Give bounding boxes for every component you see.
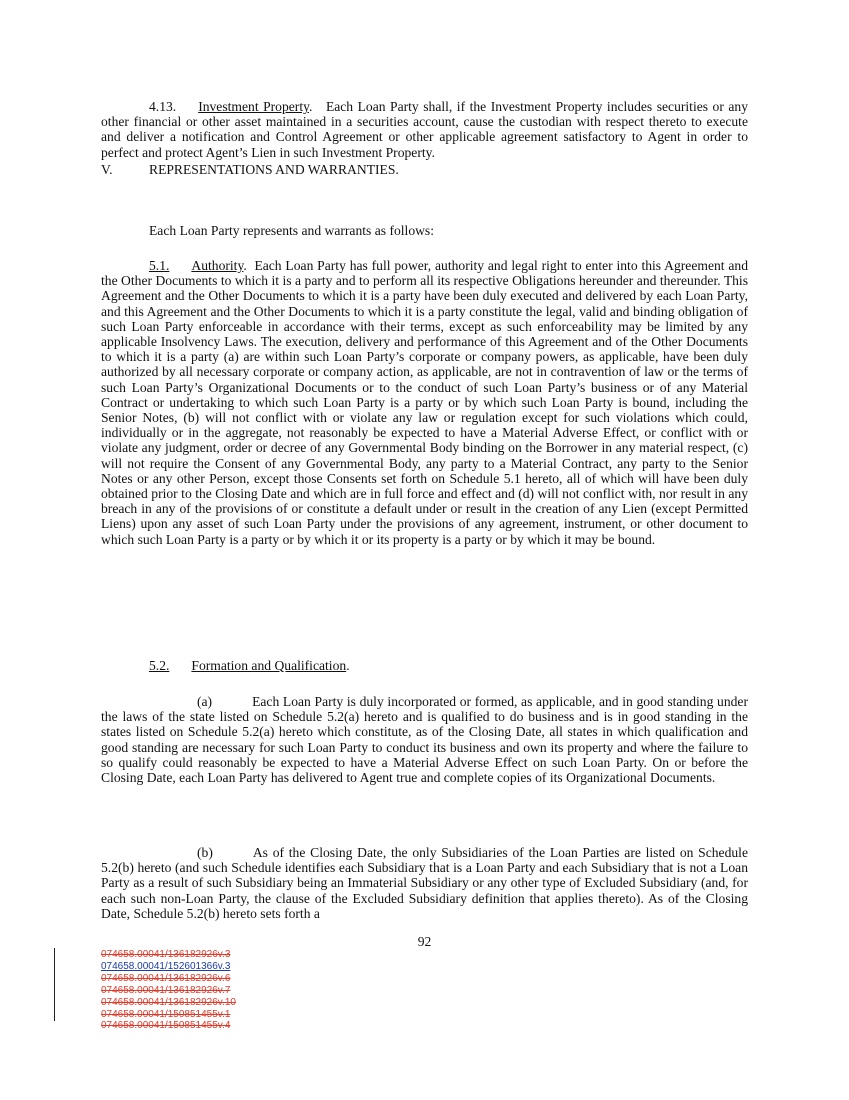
section-4-13-text: Each Loan Party shall, if the Investment Property includes securities or any other financial or other asset maintained in a securities account, cause the custodian with respect thereto to execute and deliver a notification and Control Agreement or other applicable agreement satisfactory to Agent in order to perfect and protect Agent’s Lien in such Investment Property. bbox=[101, 99, 749, 160]
page-number: 92 bbox=[417, 934, 432, 949]
doc-id-struck: 074658.00041/136182926v.3 bbox=[101, 949, 231, 960]
section-5-2-a-label: (a) bbox=[197, 694, 213, 709]
section-5-2-number: 5.2. bbox=[149, 658, 170, 673]
article-intro-text: Each Loan Party represents and warrants as follows: bbox=[149, 223, 434, 238]
section-5-2-a bbox=[101, 694, 748, 785]
document-id-footer bbox=[101, 949, 236, 1032]
section-5-1-heading: Authority bbox=[191, 258, 244, 273]
section-4-13-number: 4.13. bbox=[149, 99, 177, 114]
section-4-13 bbox=[101, 99, 748, 160]
doc-id-current: 074658.00041/152601366v.3 bbox=[101, 960, 231, 972]
section-5-2-b-text: As of the Closing Date, the only Subsidiaries of the Loan Parties are listed on Schedule 5.2(b) hereto (and such Schedule identifies each Subsidiary that is a Loan Party and each Subsidiary that is not a Loan Party as a result of such Subsidiary being an Immaterial Subsidiary or any other type of Excluded Subsidiary (and, for each such non-Loan Party, the clause of the Excluded Subsidiary definition that applies thereto). As of the Closing Date, Schedule 5.2(b) hereto sets forth a bbox=[101, 845, 748, 921]
doc-id-struck: 074658.00041/136182926v.7 bbox=[101, 984, 231, 996]
doc-id-struck: 074658.00041/136182926v.10 bbox=[101, 996, 236, 1008]
article-title: REPRESENTATIONS AND WARRANTIES. bbox=[149, 162, 399, 177]
section-5-2-heading-line bbox=[101, 658, 748, 673]
heading-punctuation: . bbox=[309, 99, 313, 114]
section-5-2-b bbox=[101, 845, 748, 921]
section-4-13-paragraph bbox=[101, 99, 748, 160]
doc-id-struck: 074658.00041/150851455v.4 bbox=[101, 1020, 231, 1032]
change-bar bbox=[54, 948, 55, 1021]
heading-punctuation: . bbox=[243, 258, 247, 273]
heading-punctuation: . bbox=[346, 658, 350, 673]
section-5-2 bbox=[101, 658, 748, 673]
article-v-heading bbox=[101, 162, 748, 177]
section-5-1 bbox=[101, 258, 748, 547]
article-number: V. bbox=[101, 162, 113, 177]
article-intro bbox=[101, 223, 748, 238]
section-5-1-number: 5.1. bbox=[149, 258, 170, 273]
section-5-2-a-text: Each Loan Party is duly incorporated or formed, as applicable, and in good standing under the laws of the state listed on Schedule 5.2(a) hereto and is qualified to do business and is in good standing in the states listed on Schedule 5.2(a) hereto which constitute, as of the Closing Date, all states in which qualification and good standing are necessary for such Loan Party to conduct its business and own its property and where the failure to so qualify could reasonably be expected to have a Material Adverse Effect on such Loan Party. On or before the Closing Date, each Loan Party has delivered to Agent true and complete copies of its Organizational Documents. bbox=[101, 694, 748, 786]
doc-id-struck: 074658.00041/136182926v.6 bbox=[101, 972, 231, 984]
section-5-2-a-paragraph bbox=[101, 694, 748, 785]
section-5-2-heading: Formation and Qualification bbox=[191, 658, 347, 673]
doc-id-struck: 074658.00041/150851455v.1 bbox=[101, 1008, 231, 1020]
section-5-1-paragraph bbox=[101, 258, 748, 547]
section-5-2-b-paragraph bbox=[101, 845, 748, 921]
section-5-1-text: Each Loan Party has full power, authority and legal right to enter into this Agreement and the Other Documents to which it is a party and to perform all its respective Obligations hereunder and thereunder. This Agreement and the Other Documents to which it is a party have been duly executed and delivered by each Loan Party, and this Agreement and the Other Documents to which it is a party constitute the legal, valid and binding obligation of such Loan Party enforceable in accordance with their terms, except as such enforceability may be limited by any applicable Insolvency Laws. The execution, delivery and performance of this Agreement and of the Other Documents to which it is a party (a) are within such Loan Party’s corporate or company powers, as applicable, have been duly authorized by all necessary corporate or company action, as applicable, are not in contravention of law or the terms of such Loan Party’s Organizational Documents or to the conduct of such Loan Party’s business or of any Material Contract or undertaking to which such Loan Party is a party or by which such Loan Party is bound, including the Senior Notes, (b) will not conflict with or violate any law or regulation except for such violations which could, individually or in the aggregate, not reasonably be expected to have a Material Adverse Effect, or conflict with or violate any judgment, order or decree of any Governmental Body binding on the Borrower in any material respect, (c) will not require the Consent of any Governmental Body, any party to a Material Contract, any party to the Senior Notes or any other Person, except those Consents set forth on Schedule 5.1 hereto, all of which will have been duly obtained prior to the Closing Date and which are in full force and effect and (d) will not conflict with, nor result in any breach in any of the provisions of or constitute a default under or result in the creation of any Lien (except Permitted Liens) upon any asset of such Loan Party under the provisions of any agreement, instrument, or other document to which such Loan Party is a party or by which it or its property is a party or by which it may be bound. bbox=[101, 258, 749, 547]
section-4-13-heading: Investment Property bbox=[198, 99, 310, 114]
section-5-2-b-label: (b) bbox=[197, 845, 213, 860]
